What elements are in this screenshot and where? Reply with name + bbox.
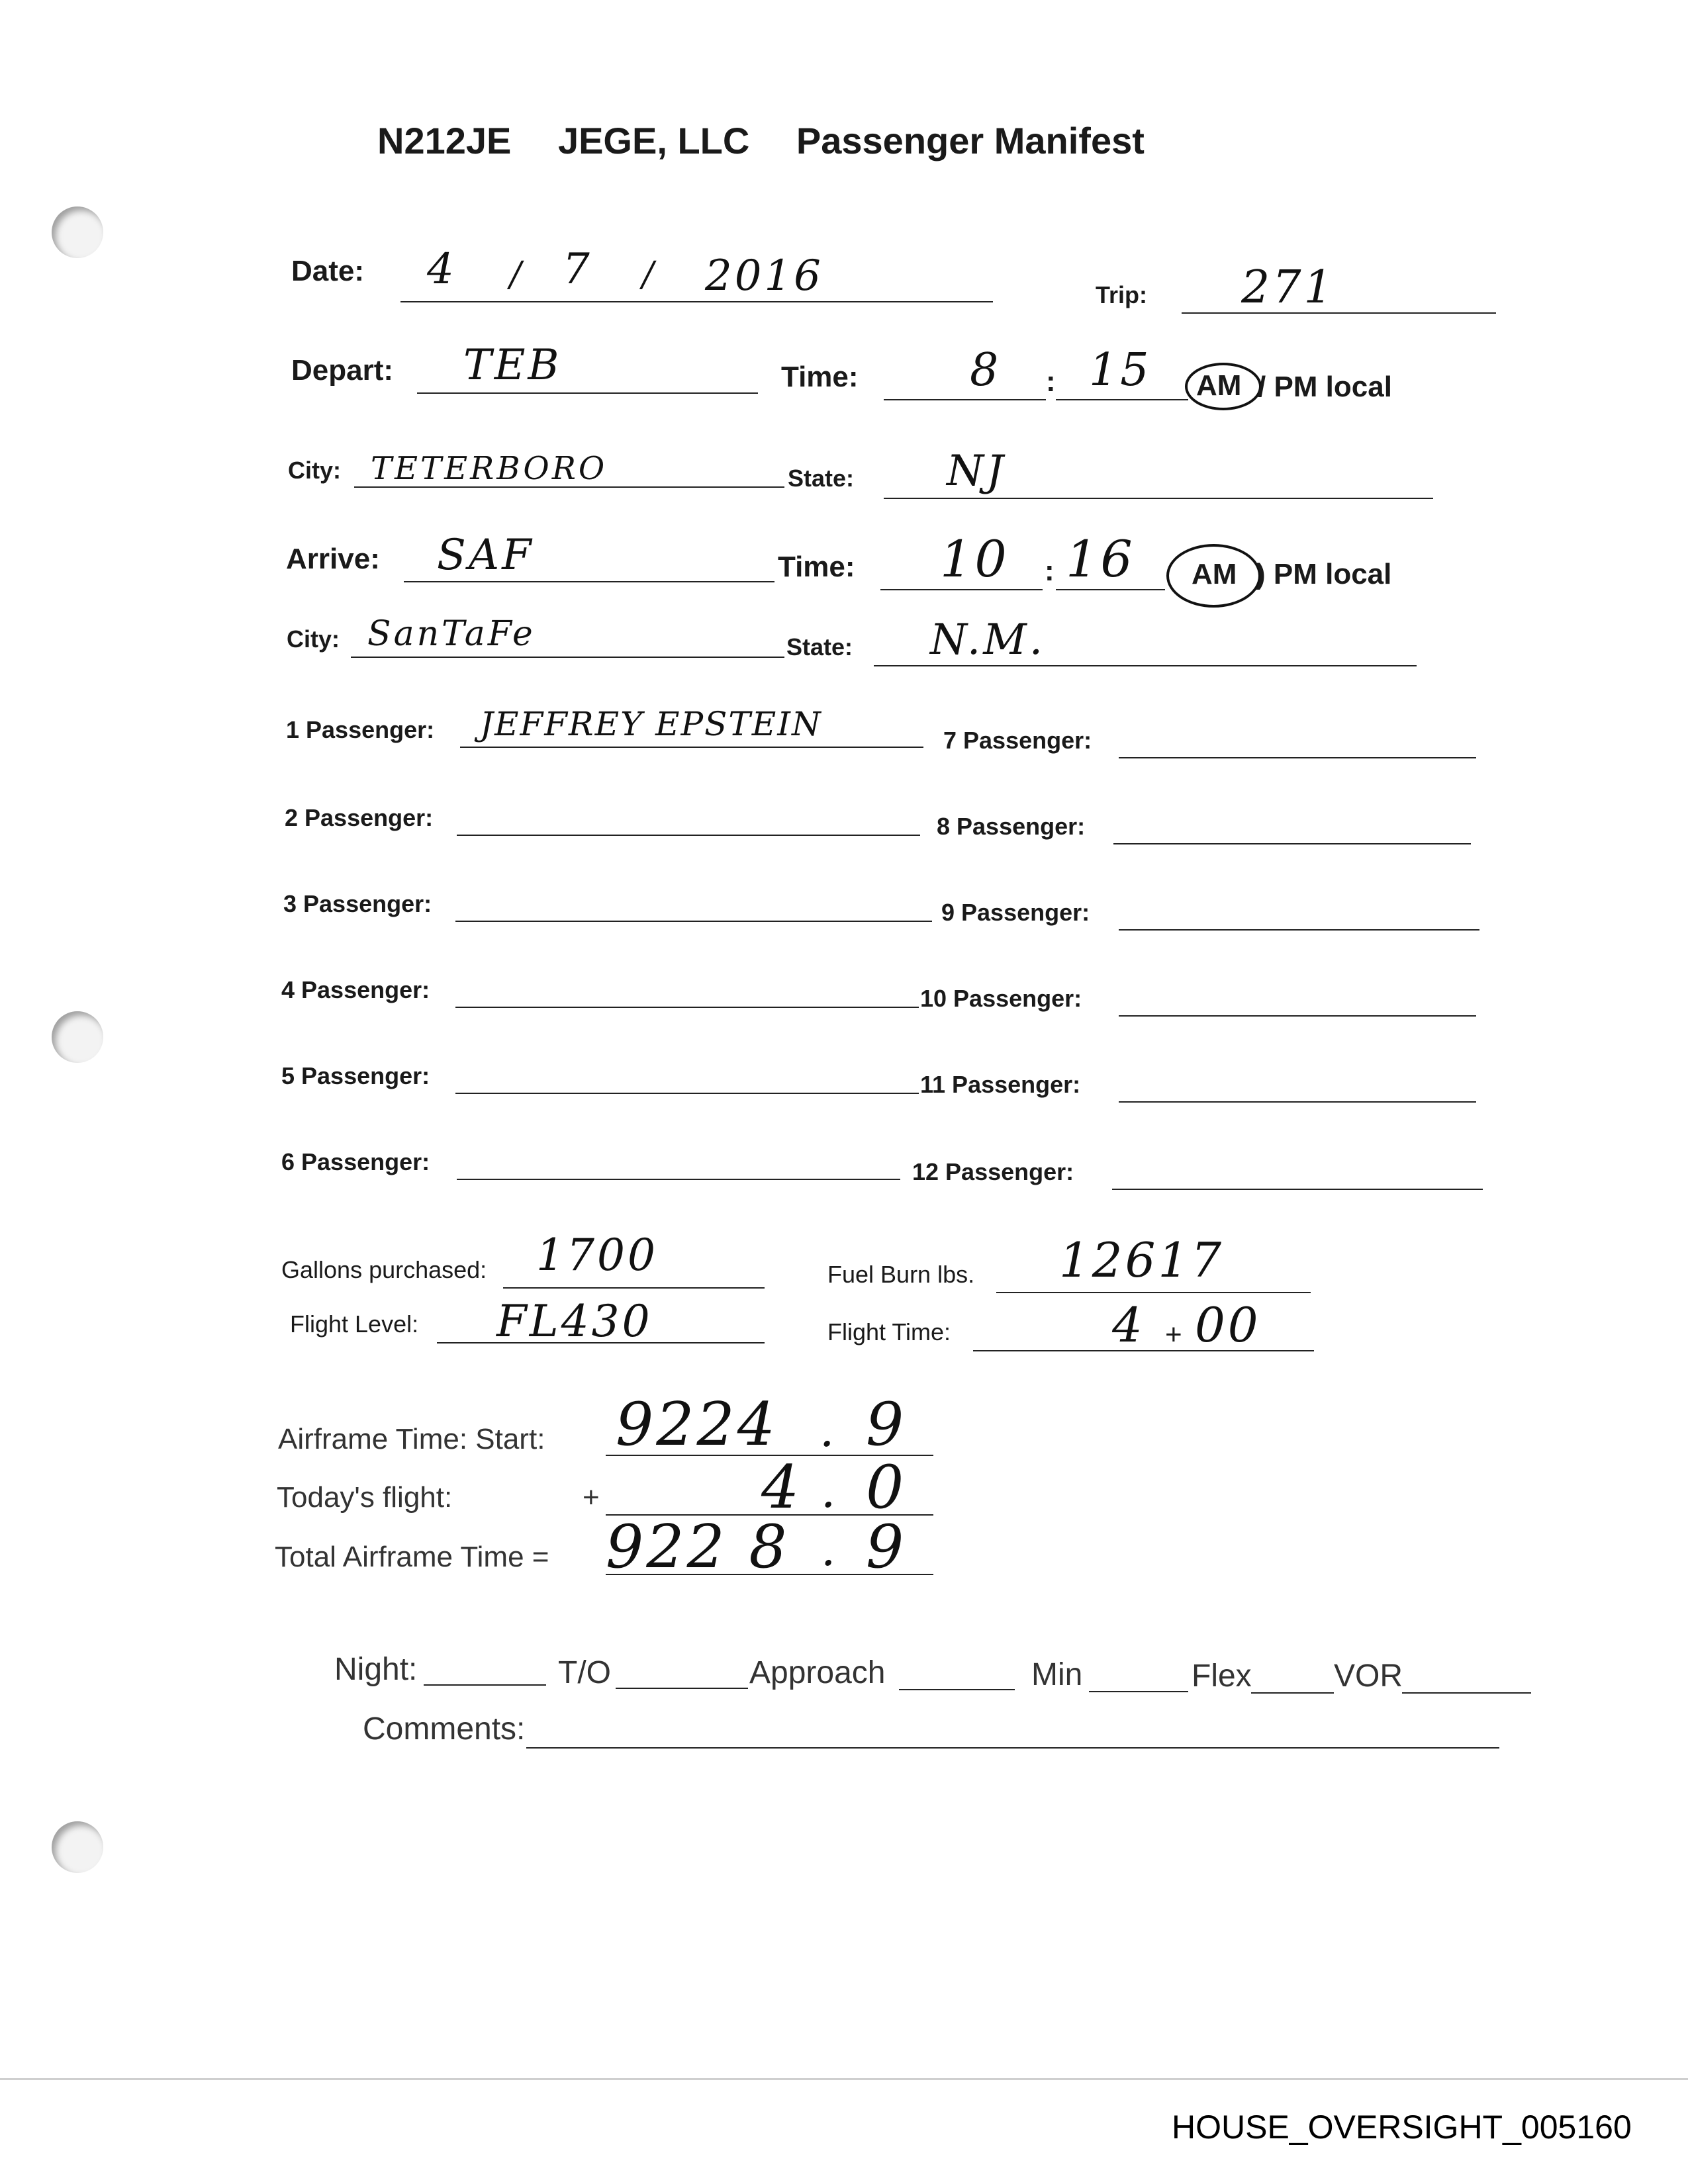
depart-pm-local: / PM local [1258,371,1392,403]
depart-hour-line [884,399,1046,400]
arrive-hour-line [880,589,1043,590]
passenger-2-label: 2 Passenger: [285,804,434,831]
passenger-7-line [1119,757,1476,758]
total-airframe-whole: 922 8 [606,1512,790,1582]
todays-flight-label: Today's flight: [277,1481,453,1514]
flight-time-hours: 4 [1112,1297,1145,1353]
arrive-time-label: Time: [778,551,855,583]
comments-label: Comments: [363,1711,526,1747]
passenger-8-line [1113,843,1471,844]
depart-min-line [1056,399,1188,400]
passenger-6-label: 6 Passenger: [281,1148,430,1175]
arrive-state-label: State: [786,633,853,660]
date-year: 2016 [705,251,823,300]
flight-level-value: FL430 [496,1296,653,1347]
passenger-1-line [460,747,923,748]
passenger-9-label: 9 Passenger: [941,899,1090,926]
passenger-3-line [455,921,932,922]
vor-line [1402,1692,1531,1694]
fuel-burn-line [996,1292,1311,1293]
fuel-burn-value: 12617 [1059,1232,1225,1288]
airframe-start-tenth: 9 [866,1390,907,1459]
airframe-start-label: Airframe Time: Start: [278,1423,545,1455]
depart-state: NJ [947,447,1006,496]
flex-line [1251,1692,1334,1694]
night-label: Night: [334,1652,418,1687]
total-airframe-tenth: 9 [866,1512,907,1582]
gallons-label: Gallons purchased: [281,1256,487,1283]
bates-number: HOUSE_OVERSIGHT_005160 [1172,2109,1632,2146]
passenger-5-line [455,1093,919,1094]
approach-line [899,1689,1015,1690]
depart-time-label: Time: [781,361,859,393]
depart-city-label: City: [288,457,341,484]
passenger-9-line [1119,929,1479,931]
depart-line [417,392,758,394]
arrive-am-label: AM [1192,558,1237,590]
todays-flight-plus: + [583,1481,600,1514]
night-line [424,1684,546,1686]
date-label: Date: [291,255,365,287]
arrive-state-line [874,665,1417,666]
arrive-time-colon: : [1045,555,1055,587]
passenger-3-label: 3 Passenger: [283,890,432,917]
trip-line [1182,312,1496,314]
todays-flight-dot: . [821,1464,839,1518]
todays-flight-whole: 4 [761,1453,802,1522]
arrive-city-line [351,657,784,658]
passenger-8-label: 8 Passenger: [937,813,1086,840]
flight-time-minutes: 00 [1195,1297,1261,1353]
arrive-city: SanTaFe [367,614,536,654]
total-airframe-dot: . [821,1522,839,1576]
flight-level-label: Flight Level: [290,1310,419,1338]
manifest-header [377,119,1145,162]
depart-am-label: AM [1196,369,1242,402]
to-label: T/O [558,1655,611,1690]
passenger-10-label: 10 Passenger: [920,985,1082,1012]
to-line [616,1688,748,1689]
passenger-1-label: 1 Passenger: [286,716,435,743]
total-airframe-label: Total Airframe Time = [275,1541,549,1573]
date-day: 7 [563,245,592,294]
arrive-pm-local: ) PM local [1256,558,1392,590]
arrive-label: Arrive: [286,543,380,575]
depart-city: TETERBORO [371,450,608,487]
gallons-value: 1700 [536,1230,658,1281]
depart-minute: 15 [1089,344,1152,396]
binder-hole-middle [52,1011,103,1063]
passenger-6-line [457,1179,900,1180]
min-label: Min [1031,1657,1083,1692]
arrive-state: N.M. [930,615,1046,664]
trip-number: 271 [1241,261,1335,314]
date-month: 4 [427,245,457,294]
arrive-airport: SAF [437,531,534,580]
passenger-12-line [1112,1189,1483,1190]
scan-page-edge [0,2078,1688,2080]
trip-label: Trip: [1096,281,1147,308]
passenger-7-label: 7 Passenger: [943,727,1092,754]
arrive-line [404,581,774,582]
passenger-2-line [457,835,920,836]
tail-number: N212JE [377,120,512,161]
todays-flight-tenth: 0 [866,1453,907,1522]
date-sep-1: / [510,255,524,295]
depart-label: Depart: [291,354,394,387]
passenger-11-label: 11 Passenger: [920,1071,1081,1098]
binder-hole-top [52,206,103,258]
airframe-start-whole: 9224 [616,1390,778,1459]
binder-hole-bottom [52,1821,103,1873]
arrive-city-label: City: [287,625,340,653]
passenger-10-line [1119,1015,1476,1017]
flight-time-label: Flight Time: [827,1318,951,1345]
passenger-5-label: 5 Passenger: [281,1062,430,1089]
depart-airport: TEB [463,341,562,390]
flight-time-sep: + [1165,1318,1182,1351]
passenger-4-label: 4 Passenger: [281,976,430,1003]
manifest-title: Passenger Manifest [796,120,1145,161]
depart-time-colon: : [1046,365,1056,398]
passenger-1-name: JEFFREY EPSTEIN [480,705,822,743]
flex-label: Flex [1192,1659,1252,1694]
approach-label: Approach [749,1655,886,1690]
gallons-line [503,1287,765,1289]
passenger-4-line [455,1007,919,1008]
date-sep-2: / [642,255,657,295]
arrive-hour: 10 [940,529,1009,588]
vor-label: VOR [1334,1659,1403,1694]
passenger-12-label: 12 Passenger: [912,1158,1074,1185]
comments-line [526,1747,1499,1749]
depart-state-label: State: [788,465,855,492]
passenger-11-line [1119,1101,1476,1103]
fuel-burn-label: Fuel Burn lbs. [827,1261,975,1288]
airframe-start-dot: . [820,1403,837,1457]
arrive-min-line [1056,589,1165,590]
arrive-minute: 16 [1066,529,1135,588]
min-line [1089,1691,1188,1692]
depart-state-line [884,498,1433,499]
depart-hour: 8 [970,344,1002,396]
date-line [400,301,993,302]
company-name: JEGE, LLC [557,120,750,161]
